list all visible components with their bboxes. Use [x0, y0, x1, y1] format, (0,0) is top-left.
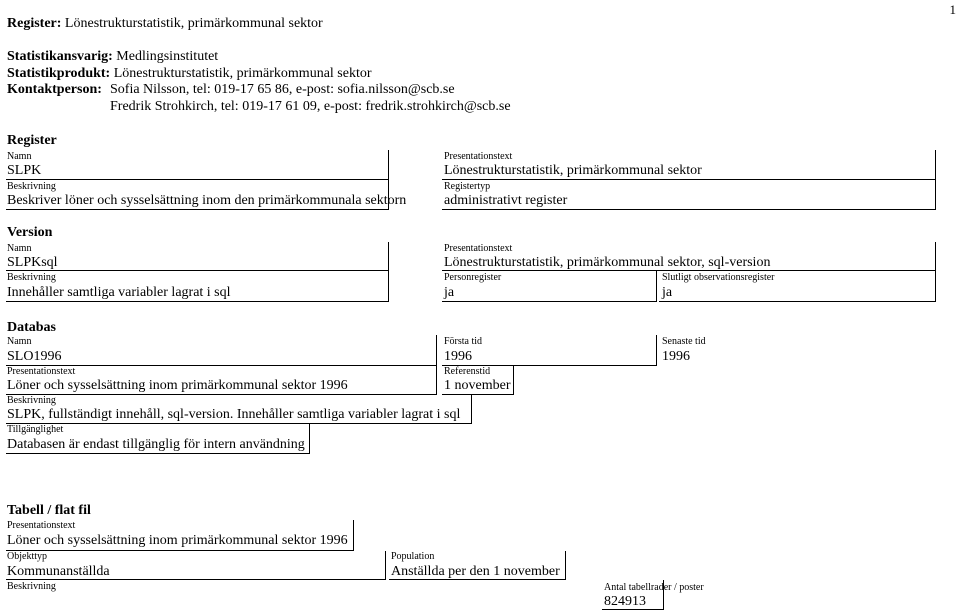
kontaktperson-label: Kontaktperson:: [7, 82, 102, 97]
register-registertyp-value: administrativt register: [444, 193, 568, 208]
tabell-objekttyp-value: Kommunanställda: [7, 564, 110, 579]
version-namn-label: Namn: [7, 243, 32, 254]
databas-presentationstext-value: Löner och sysselsättning inom primärkommunal sektor 1996: [7, 378, 348, 393]
tabell-population-label: Population: [391, 551, 435, 562]
tabell-population-value: Anställda per den 1 november: [391, 564, 560, 579]
statistikansvarig-value: Medlingsinstitutet: [116, 49, 219, 64]
kontaktperson-line1: Sofia Nilsson, tel: 019-17 65 86, e-post: sofia.nilsson@scb.se: [110, 82, 455, 97]
statistikprodukt-label: Statistikprodukt:: [7, 66, 111, 81]
databas-beskrivning-value: SLPK, fullständigt innehåll, sql-version. Innehåller samtliga variabler lagrat i sql: [7, 407, 461, 422]
databas-namn-cell: [6, 335, 437, 366]
register-heading-value: Lönestrukturstatistik, primärkommunal sektor: [64, 16, 323, 31]
databas-section-title: Databas: [7, 320, 57, 335]
register-presentationstext-label: Presentationstext: [444, 151, 513, 162]
databas-namn-value: SLO1996: [7, 349, 62, 364]
databas-senaste-tid-value: 1996: [662, 349, 690, 364]
page-number: 1: [949, 2, 956, 17]
databas-namn-label: Namn: [7, 336, 32, 347]
statistikprodukt-value: Lönestrukturstatistik, primärkommunal sektor: [113, 66, 372, 81]
databas-presentationstext-label: Presentationstext: [7, 366, 76, 377]
version-beskrivning-label: Beskrivning: [7, 272, 56, 283]
databas-tillganglighet-label: Tillgänglighet: [7, 424, 64, 435]
databas-referenstid-label: Referenstid: [444, 366, 491, 377]
databas-forsta-tid-value: 1996: [444, 349, 472, 364]
tabell-antal-label: Antal tabellrader / poster: [604, 582, 704, 593]
register-registertyp-label: Registertyp: [444, 181, 491, 192]
kontaktperson-line2: Fredrik Strohkirch, tel: 019-17 61 09, e-post: fredrik.strohkirch@scb.se: [110, 99, 511, 114]
version-section-title: Version: [7, 225, 53, 240]
register-namn-label: Namn: [7, 151, 32, 162]
register-namn-cell: [6, 150, 389, 180]
register-presentationstext-value: Lönestrukturstatistik, primärkommunal sektor: [444, 163, 702, 178]
version-slutligt-label: Slutligt observationsregister: [662, 272, 775, 283]
version-personregister-value: ja: [444, 285, 455, 300]
version-presentationstext-label: Presentationstext: [444, 243, 513, 254]
databas-forsta-tid-label: Första tid: [444, 336, 483, 347]
statistikprodukt: [7, 66, 372, 82]
databas-senaste-tid-label: Senaste tid: [662, 336, 706, 347]
tabell-objekttyp-label: Objekttyp: [7, 551, 47, 562]
tabell-antal-value: 824913: [604, 594, 646, 609]
statistikansvarig: [7, 49, 218, 65]
version-namn-cell: [6, 242, 389, 271]
register-heading-label: Register:: [7, 16, 62, 31]
register-section-title: Register: [7, 133, 57, 148]
register-beskrivning-label: Beskrivning: [7, 181, 56, 192]
version-namn-value: SLPKsql: [7, 255, 58, 270]
tabell-section-title: Tabell / flat fil: [7, 503, 91, 518]
statistikansvarig-label: Statistikansvarig:: [7, 49, 113, 64]
register-namn-value: SLPK: [7, 163, 42, 178]
version-beskrivning-value: Innehåller samtliga variabler lagrat i sql: [7, 285, 231, 300]
tabell-presentationstext-label: Presentationstext: [7, 520, 76, 531]
version-slutligt-value: ja: [662, 285, 673, 300]
version-presentationstext-value: Lönestrukturstatistik, primärkommunal sektor, sql-version: [444, 255, 771, 270]
register-heading: [7, 16, 323, 32]
databas-referenstid-value: 1 november: [444, 378, 511, 393]
databas-tillganglighet-value: Databasen är endast tillgänglig för intern användning: [7, 437, 305, 452]
version-personregister-label: Personregister: [444, 272, 502, 283]
databas-beskrivning-label: Beskrivning: [7, 395, 56, 406]
tabell-beskrivning-label: Beskrivning: [7, 581, 56, 592]
tabell-presentationstext-value: Löner och sysselsättning inom primärkommunal sektor 1996: [7, 533, 348, 548]
register-beskrivning-value: Beskriver löner och sysselsättning inom den primärkommunala sektorn: [7, 193, 407, 208]
